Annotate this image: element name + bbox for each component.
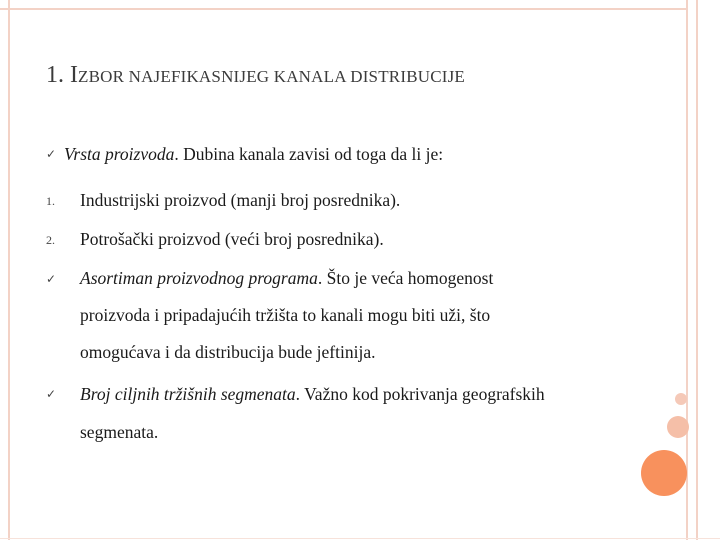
decorative-border-bottom xyxy=(0,538,720,539)
decorative-border-right-outer xyxy=(686,0,688,540)
list-item-text: Potrošački proizvod (veći broj posrednika). xyxy=(80,229,384,249)
bullet-segments-line2: segmenata. xyxy=(80,422,159,442)
list-item-consumer xyxy=(80,228,384,250)
decorative-circle-large xyxy=(641,450,687,496)
checkmark-icon: ✓ xyxy=(46,272,57,286)
list-number: 2. xyxy=(46,233,55,247)
checkmark-icon: ✓ xyxy=(46,387,57,401)
bullet-text: . Dubina kanala zavisi od toga da li je: xyxy=(174,144,444,164)
checkmark-icon: ✓ xyxy=(46,147,57,161)
bullet-segments xyxy=(80,383,545,405)
decorative-border-top xyxy=(0,8,688,10)
decorative-circle-medium xyxy=(667,416,689,438)
title-first: 1. I xyxy=(46,62,78,88)
bullet-product-type xyxy=(64,143,443,165)
bullet-italic-lead: Vrsta proizvoda xyxy=(64,144,175,164)
bullet-assortment xyxy=(80,267,493,289)
decorative-circle-small xyxy=(675,393,687,405)
decorative-border-left xyxy=(8,0,10,540)
bullet-assortment-line3: omogućava i da distribucija bude jeftinija. xyxy=(80,342,376,362)
bullet-text: . Što je veća homogenost xyxy=(317,268,494,288)
list-item-industrial xyxy=(80,189,400,211)
title-rest: ZBOR NAJEFIKASNIJEG KANALA DISTRIBUCIJE xyxy=(78,67,466,86)
list-item-text: Industrijski proizvod (manji broj posrednika). xyxy=(80,190,401,210)
bullet-text: . Važno kod pokrivanja geografskih xyxy=(295,384,545,404)
bullet-assortment-line2: proizvoda i pripadajućih tržišta to kanali mogu biti uži, što xyxy=(80,305,491,325)
list-number: 1. xyxy=(46,194,55,208)
decorative-border-right-inner xyxy=(696,0,698,540)
slide-title xyxy=(46,62,465,89)
bullet-italic-lead: Broj ciljnih tržišnih segmenata xyxy=(80,384,296,404)
bullet-italic-lead: Asortiman proizvodnog programa xyxy=(80,268,318,288)
